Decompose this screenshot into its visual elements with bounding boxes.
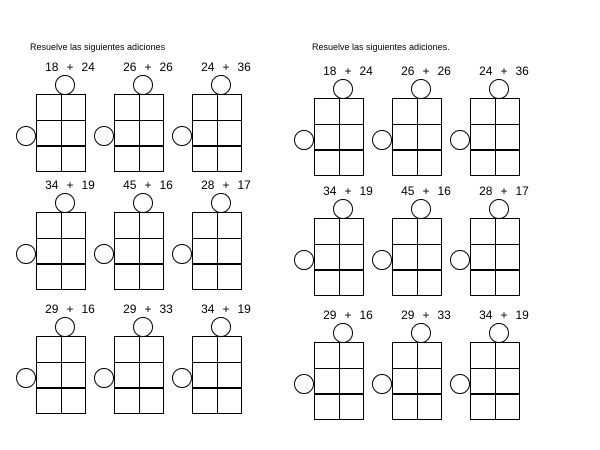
carry-circle-side[interactable] — [294, 130, 314, 150]
addition-exercise — [464, 64, 544, 184]
carry-circle[interactable] — [133, 317, 153, 337]
carry-circle[interactable] — [55, 317, 75, 337]
carry-circle-side[interactable] — [450, 250, 470, 270]
addend: 19 — [359, 184, 373, 198]
answer-grid[interactable] — [470, 342, 520, 420]
addition-exercise — [386, 184, 466, 304]
addition-problem — [386, 184, 466, 198]
addend: 28 — [201, 178, 215, 192]
addition-exercise — [186, 302, 266, 422]
answer-grid[interactable] — [192, 94, 242, 172]
addition-problem — [464, 64, 544, 78]
addend: 24 — [479, 64, 493, 78]
carry-circle[interactable] — [489, 79, 509, 99]
carry-circle-side[interactable] — [450, 130, 470, 150]
carry-circle[interactable] — [55, 75, 75, 95]
addend: 16 — [437, 184, 451, 198]
plus-sign: + — [144, 178, 152, 192]
addition-exercise — [30, 60, 110, 180]
carry-circle-side[interactable] — [450, 374, 470, 394]
addition-problem — [186, 302, 266, 316]
carry-circle[interactable] — [333, 199, 353, 219]
plus-sign: + — [500, 308, 508, 322]
carry-circle-side[interactable] — [16, 244, 36, 264]
addend: 29 — [123, 302, 137, 316]
carry-circle[interactable] — [133, 75, 153, 95]
carry-circle[interactable] — [489, 323, 509, 343]
addend: 36 — [515, 64, 529, 78]
plus-sign: + — [344, 64, 352, 78]
worksheet-title: Resuelve las siguientes adiciones — [30, 42, 166, 52]
carry-circle[interactable] — [333, 79, 353, 99]
addition-problem — [30, 60, 110, 74]
carry-circle[interactable] — [55, 193, 75, 213]
addend: 26 — [123, 60, 137, 74]
plus-sign: + — [144, 302, 152, 316]
carry-circle[interactable] — [411, 199, 431, 219]
addition-exercise — [186, 178, 266, 298]
addend: 16 — [359, 308, 373, 322]
addition-problem — [386, 64, 466, 78]
addend: 19 — [237, 302, 251, 316]
carry-circle-side[interactable] — [94, 126, 114, 146]
plus-sign: + — [222, 178, 230, 192]
addend: 26 — [401, 64, 415, 78]
worksheet-right — [300, 0, 600, 450]
answer-grid[interactable] — [470, 98, 520, 176]
addition-exercise — [186, 60, 266, 180]
addend: 19 — [81, 178, 95, 192]
addend: 36 — [237, 60, 251, 74]
addition-problem — [30, 178, 110, 192]
addition-exercise — [30, 302, 110, 422]
carry-circle-side[interactable] — [16, 126, 36, 146]
addition-problem — [108, 178, 188, 192]
carry-circle-side[interactable] — [172, 126, 192, 146]
addition-exercise — [108, 60, 188, 180]
carry-circle[interactable] — [333, 323, 353, 343]
addition-problem — [308, 308, 388, 322]
carry-circle-side[interactable] — [94, 368, 114, 388]
carry-circle-side[interactable] — [294, 374, 314, 394]
addend: 24 — [201, 60, 215, 74]
addition-exercise — [308, 64, 388, 184]
addition-problem — [308, 64, 388, 78]
addend: 26 — [437, 64, 451, 78]
addition-exercise — [464, 184, 544, 304]
addend: 18 — [45, 60, 59, 74]
worksheet-title: Resuelve las siguientes adiciones. — [312, 42, 450, 52]
plus-sign: + — [344, 308, 352, 322]
addition-problem — [108, 60, 188, 74]
answer-grid[interactable] — [314, 218, 364, 296]
addition-exercise — [30, 178, 110, 298]
addition-problem — [464, 308, 544, 322]
answer-grid[interactable] — [470, 218, 520, 296]
plus-sign: + — [422, 308, 430, 322]
plus-sign: + — [422, 184, 430, 198]
addend: 29 — [323, 308, 337, 322]
addition-problem — [308, 184, 388, 198]
addend: 24 — [359, 64, 373, 78]
carry-circle[interactable] — [489, 199, 509, 219]
answer-grid[interactable] — [36, 94, 86, 172]
addend: 34 — [323, 184, 337, 198]
plus-sign: + — [222, 302, 230, 316]
answer-grid[interactable] — [314, 342, 364, 420]
answer-grid[interactable] — [314, 98, 364, 176]
carry-circle[interactable] — [133, 193, 153, 213]
answer-grid[interactable] — [114, 336, 164, 414]
answer-grid[interactable] — [392, 98, 442, 176]
carry-circle-side[interactable] — [372, 130, 392, 150]
addend: 19 — [515, 308, 529, 322]
addition-exercise — [386, 64, 466, 184]
addition-problem — [30, 302, 110, 316]
addition-exercise — [464, 308, 544, 428]
carry-circle[interactable] — [411, 79, 431, 99]
addend: 17 — [237, 178, 251, 192]
addend: 18 — [323, 64, 337, 78]
addition-exercise — [108, 302, 188, 422]
plus-sign: + — [422, 64, 430, 78]
plus-sign: + — [66, 178, 74, 192]
addition-exercise — [308, 184, 388, 304]
plus-sign: + — [144, 60, 152, 74]
carry-circle-side[interactable] — [94, 244, 114, 264]
plus-sign: + — [500, 64, 508, 78]
plus-sign: + — [66, 302, 74, 316]
addend: 45 — [123, 178, 137, 192]
carry-circle[interactable] — [211, 317, 231, 337]
addend: 28 — [479, 184, 493, 198]
plus-sign: + — [66, 60, 74, 74]
carry-circle-side[interactable] — [172, 368, 192, 388]
answer-grid[interactable] — [192, 212, 242, 290]
addend: 34 — [201, 302, 215, 316]
carry-circle-side[interactable] — [172, 244, 192, 264]
addend: 16 — [81, 302, 95, 316]
addend: 45 — [401, 184, 415, 198]
carry-circle[interactable] — [411, 323, 431, 343]
answer-grid[interactable] — [114, 212, 164, 290]
answer-grid[interactable] — [392, 342, 442, 420]
plus-sign: + — [344, 184, 352, 198]
addition-problem — [186, 60, 266, 74]
carry-circle-side[interactable] — [372, 250, 392, 270]
addition-exercise — [386, 308, 466, 428]
addend: 34 — [45, 178, 59, 192]
addition-problem — [386, 308, 466, 322]
carry-circle[interactable] — [211, 75, 231, 95]
answer-grid[interactable] — [36, 336, 86, 414]
answer-grid[interactable] — [192, 336, 242, 414]
addition-exercise — [308, 308, 388, 428]
addend: 26 — [159, 60, 173, 74]
addend: 33 — [159, 302, 173, 316]
carry-circle-side[interactable] — [294, 250, 314, 270]
plus-sign: + — [500, 184, 508, 198]
answer-grid[interactable] — [36, 212, 86, 290]
addend: 17 — [515, 184, 529, 198]
addend: 34 — [479, 308, 493, 322]
carry-circle-side[interactable] — [16, 368, 36, 388]
addition-problem — [108, 302, 188, 316]
plus-sign: + — [222, 60, 230, 74]
addend: 24 — [81, 60, 95, 74]
carry-circle-side[interactable] — [372, 374, 392, 394]
carry-circle[interactable] — [211, 193, 231, 213]
addition-problem — [186, 178, 266, 192]
addend: 16 — [159, 178, 173, 192]
answer-grid[interactable] — [114, 94, 164, 172]
addend: 33 — [437, 308, 451, 322]
addition-exercise — [108, 178, 188, 298]
addition-problem — [464, 184, 544, 198]
addend: 29 — [45, 302, 59, 316]
addend: 29 — [401, 308, 415, 322]
answer-grid[interactable] — [392, 218, 442, 296]
